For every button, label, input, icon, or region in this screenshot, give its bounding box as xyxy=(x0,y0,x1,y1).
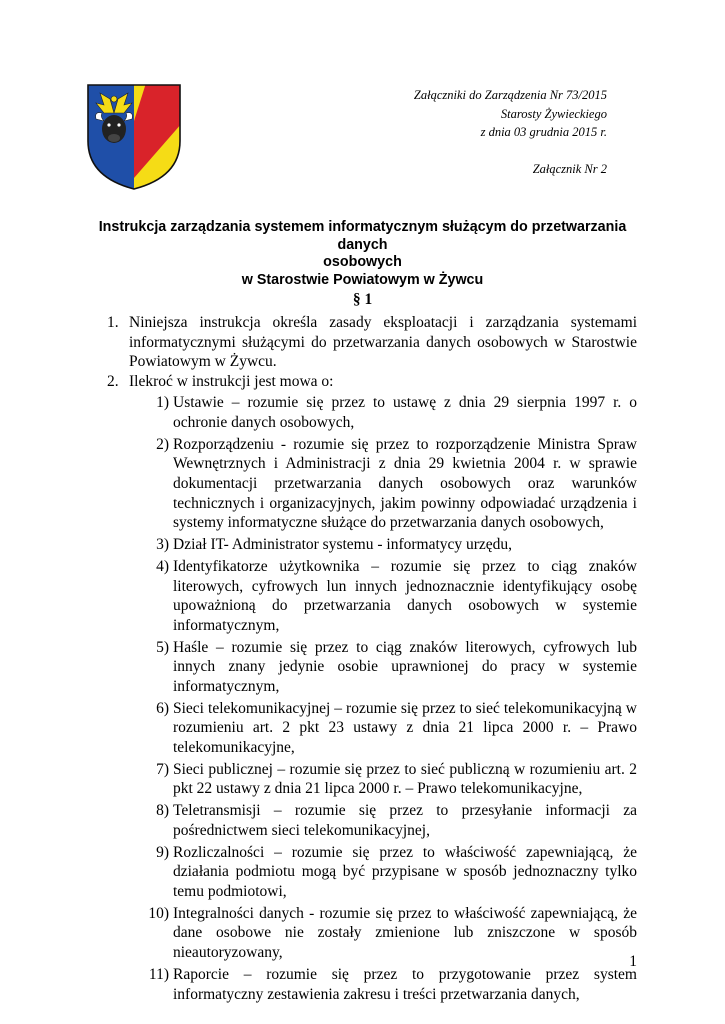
item-text: Rozliczalności – rozumie się przez to właściwość zapewniającą, że działania podmiotu mogą być przypisane w sposób jednoznaczny tylko temu podmiotowi, xyxy=(173,843,637,900)
title-line-1: Instrukcja zarządzania systemem informatycznym służącym do przetwarzania danych xyxy=(98,219,627,253)
document-header xyxy=(307,86,607,178)
item-text: Integralności danych - rozumie się przez to właściwość zapewniającą, że dane osobowe nie zostały zmienione lub zniszczone w sposób nieautoryzowany, xyxy=(173,904,637,962)
item-text: Raporcie – rozumie się przez to przygotowanie przez system informatyczny zestawienia zakresu i treści przetwarzania danych, xyxy=(173,965,637,1003)
header-line-1: Załączniki do Zarządzenia Nr 73/2015 xyxy=(413,88,607,102)
item-number: 11) xyxy=(148,965,169,983)
item-text: Ustawie – rozumie się przez to ustawę z dnia 29 sierpnia 1997 r. o ochronie danych osobowych, xyxy=(173,394,637,431)
list-item xyxy=(107,535,637,555)
definitions-list xyxy=(107,393,637,1004)
item-number: 5) xyxy=(156,638,169,656)
item-text: Ilekroć w instrukcji jest mowa o: xyxy=(129,372,334,390)
list-item xyxy=(107,965,637,1004)
item-number: 1. xyxy=(107,314,119,331)
section-sign: § 1 xyxy=(352,291,373,308)
item-number: 7) xyxy=(156,760,169,778)
item-number: 9) xyxy=(156,843,169,861)
list-item xyxy=(107,435,637,533)
item-text: Sieci publicznej – rozumie się przez to sieć publiczną w rozumieniu art. 2 pkt 22 ustawy z dnia 21 lipca 2000 r. – Prawo telekomunikacyjne, xyxy=(173,760,637,798)
list-item xyxy=(107,760,637,799)
item-text: Dział IT- Administrator systemu - informatycy urzędu, xyxy=(173,536,513,554)
list-item xyxy=(107,843,637,902)
item-number: 8) xyxy=(156,802,169,820)
list-item xyxy=(107,638,637,697)
title-line-2: osobowych xyxy=(323,254,402,270)
coat-of-arms-crest xyxy=(86,83,182,191)
list-item xyxy=(107,904,637,963)
document-body xyxy=(107,313,637,1006)
header-line-2: Starosty Żywieckiego xyxy=(500,106,607,121)
list-item xyxy=(107,801,637,840)
item-number: 4) xyxy=(156,558,169,576)
title-line-3: w Starostwie Powiatowym w Żywcu xyxy=(241,271,484,288)
page-number: 1 xyxy=(629,953,637,970)
attachment-label: Załącznik Nr 2 xyxy=(532,161,607,176)
item-number: 3) xyxy=(156,536,169,554)
item-text: Rozporządzeniu - rozumie się przez to rozporządzenie Ministra Spraw Wewnętrznych i Administracji z dnia 29 kwietnia 2004 r. w sprawie dokumentacji przetwarzania danych osobowych oraz warunków technicznych i organizacyjnych, jakim powinny odpowiadać urządzenia i systemy informatyczne służące do przetwarzania danych osobowych, xyxy=(173,435,637,532)
list-item xyxy=(107,372,637,392)
item-text: Haśle – rozumie się przez to ciąg znaków literowych, cyfrowych lub innych znany jedynie osobie uprawnionej do pracy w systemie informatycznym, xyxy=(173,638,637,695)
list-item xyxy=(107,557,637,635)
item-text: Sieci telekomunikacyjnej – rozumie się przez to sieć telekomunikacyjną w rozumieniu art. 2 pkt 23 ustawy z dnia 21 lipca 2000 r. – Prawo telekomunikacyjne, xyxy=(173,699,637,756)
item-number: 2) xyxy=(156,435,169,453)
list-item xyxy=(107,699,637,758)
item-text: Identyfikatorze użytkownika – rozumie się przez to ciąg znaków literowych, cyfrowych lun innych jednoznacznie identyfikujący osobę upoważnioną do przetwarzania danych osobowych w systemie informatycznym, xyxy=(173,558,637,634)
header-line-3: z dnia 03 grudnia 2015 r. xyxy=(480,125,607,139)
list-item xyxy=(107,313,637,372)
list-item xyxy=(107,393,637,432)
item-number: 2. xyxy=(107,372,119,390)
item-number: 1) xyxy=(156,394,169,412)
item-text: Niniejsza instrukcja określa zasady eksploatacji i zarządzania systemami informatycznymi służącymi do przetwarzania danych osobowych w Starostwie Powiatowym w Żywcu. xyxy=(129,314,637,371)
item-number: 6) xyxy=(156,699,169,717)
item-number: 10) xyxy=(148,904,169,922)
document-title xyxy=(80,219,645,289)
item-text: Teletransmisji – rozumie się przez to przesyłanie informacji za pośrednictwem sieci telekomunikacyjnej, xyxy=(173,802,637,839)
